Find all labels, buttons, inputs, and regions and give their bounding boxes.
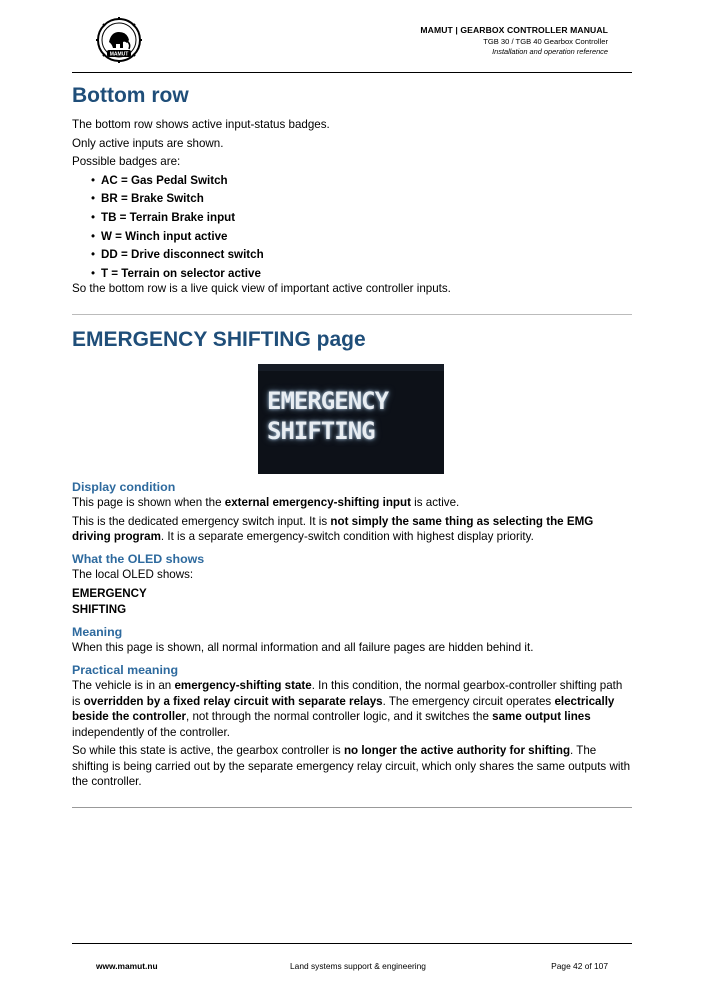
mamut-logo-icon [94, 16, 144, 64]
manual-subtitle: TGB 30 / TGB 40 Gearbox Controller [483, 37, 608, 46]
footer-website: www.mamut.nu [96, 961, 158, 971]
oled-line-2: SHIFTING [267, 416, 375, 445]
page-content [72, 83, 632, 808]
practical-meaning-heading: Practical meaning [72, 662, 179, 677]
practical-p2: So while this state is active, the gearbox controller is no longer the active authority for shifting. The shifting is being carried out by the separate emergency relay circuit, which only shares the same outputs with the controller. [72, 744, 631, 789]
oled-shows-line1: EMERGENCY [72, 587, 147, 601]
list-item: • T = Terrain on selector active [72, 265, 632, 284]
list-item: • TB = Terrain Brake input [72, 209, 632, 228]
list-item: • DD = Drive disconnect switch [72, 246, 632, 265]
display-condition-p1: This page is shown when the external emergency-shifting input is active. [72, 495, 460, 509]
display-condition-p2: This is the dedicated emergency switch input. It is not simply the same thing as selecting the EMG driving program. It is a separate emergency-switch condition with highest display priority. [72, 514, 594, 544]
header-text [420, 25, 608, 56]
logo-text: MAMUT [109, 51, 129, 58]
emergency-heading: EMERGENCY SHIFTING page [72, 327, 366, 351]
bottom-row-heading: Bottom row [72, 84, 189, 107]
list-item: • W = Winch input active [72, 228, 632, 247]
page-header [72, 14, 632, 73]
bottom-row-summary: So the bottom row is a live quick view of important active controller inputs. [72, 282, 451, 296]
footer-page-number: Page 42 of 107 [551, 961, 608, 971]
oled-shows-line2: SHIFTING [72, 603, 127, 617]
list-item: • BR = Brake Switch [72, 190, 632, 209]
oled-line-1: EMERGENCY [267, 386, 389, 415]
practical-p1: The vehicle is in an emergency-shifting state. In this condition, the normal gearbox-controller shifting path is overridden by a fixed relay circuit with separate relays. The emergency circuit operates electrically beside the controller, not through the normal controller logic, and it switches the same output lines independently of the controller. [72, 678, 623, 739]
meaning-heading: Meaning [72, 625, 123, 640]
section-divider [72, 807, 632, 808]
manual-title: MAMUT | GEARBOX CONTROLLER MANUAL [420, 25, 608, 35]
display-condition-heading: Display condition [72, 479, 176, 494]
oled-text [267, 386, 388, 446]
section-divider [72, 314, 632, 315]
badge-list [72, 172, 632, 284]
bottom-row-p2: Only active inputs are shown. [72, 136, 224, 150]
meaning-p1: When this page is shown, all normal information and all failure pages are hidden behind it. [72, 641, 534, 655]
oled-shows-p1: The local OLED shows: [72, 567, 194, 581]
list-item: • AC = Gas Pedal Switch [72, 172, 632, 191]
manual-subtitle-2: Installation and operation reference [492, 47, 608, 56]
footer-center: Land systems support & engineering [290, 961, 426, 971]
bottom-row-p1: The bottom row shows active input-status badges. [72, 118, 330, 131]
page-footer [72, 943, 632, 971]
oled-shows-heading: What the OLED shows [72, 551, 205, 566]
oled-screenshot [258, 364, 444, 474]
oled-top-bar [258, 364, 444, 371]
bottom-row-p3: Possible badges are: [72, 155, 181, 169]
